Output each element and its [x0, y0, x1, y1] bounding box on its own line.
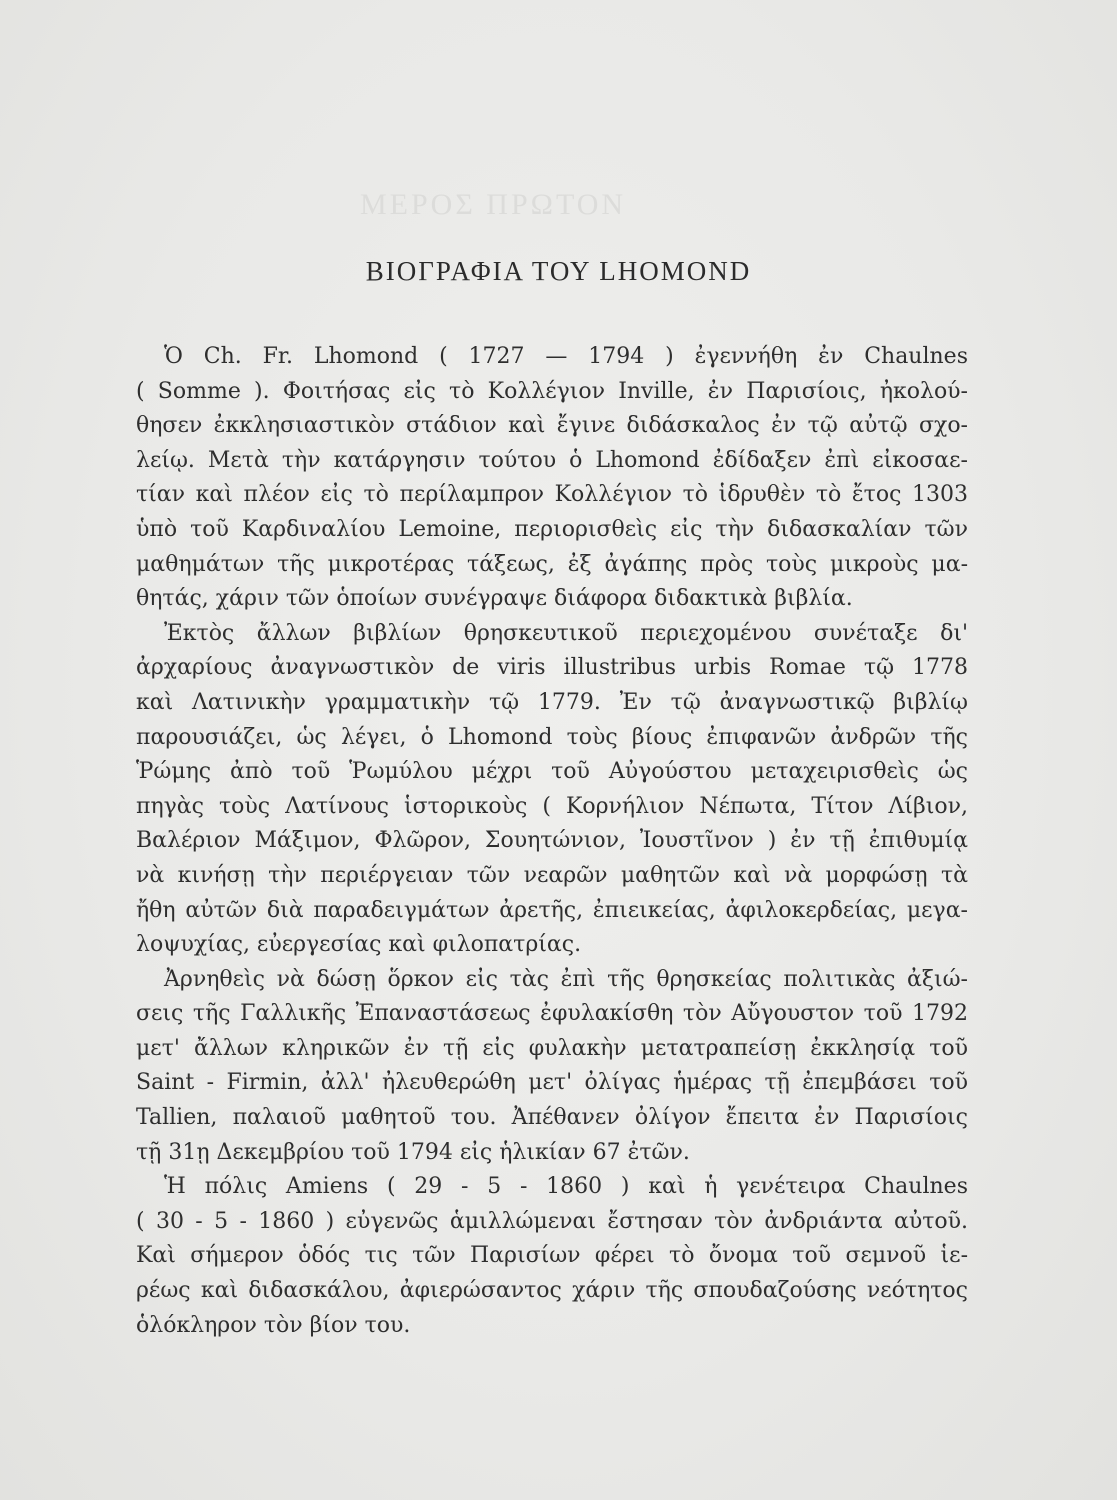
text-line: Saint - Firmin, ἀλλ' ἠλευθερώθη μετ' ὀλίγας ἡμέρας τῇ ἐπεμβάσει τοῦ — [136, 1070, 968, 1096]
body-text — [136, 340, 968, 1343]
text-line: ἤθη αὐτῶν διὰ παραδειγμάτων ἀρετῆς, ἐπιεικείας, ἀφιλοκερδείας, μεγα- — [136, 897, 968, 923]
text-line: λοψυχίας, εὐεργεσίας καὶ φιλοπατρίας. — [136, 932, 582, 958]
text-line: ὑπὸ τοῦ Καρδιναλίου Lemoine, περιορισθεὶς εἰς τὴν διδασκαλίαν τῶν — [136, 516, 968, 542]
text-line: ὁλόκληρον τὸν βίον του. — [136, 1312, 411, 1338]
text-line: καὶ Λατινικὴν γραμματικὴν τῷ 1779. Ἐν τῷ ἀναγνωστικῷ βιβλίῳ — [136, 689, 968, 715]
text-line: μετ' ἄλλων κληρικῶν ἐν τῇ εἰς φυλακὴν μετατραπείσῃ ἐκκλησίᾳ τοῦ — [136, 1035, 968, 1061]
text-line: Ἡ πόλις Amiens ( 29 - 5 - 1860 ) καὶ ἡ γενέτειρα Chaulnes — [164, 1174, 968, 1200]
text-line: Βαλέριον Μάξιμον, Φλῶρον, Σουητώνιον, Ἰουστῖνον ) ἐν τῇ ἐπιθυμίᾳ — [136, 828, 968, 854]
text-line: Ἐκτὸς ἄλλων βιβλίων θρησκευτικοῦ περιεχομένου συνέταξε δι' — [164, 620, 968, 646]
text-line: ( Somme ). Φοιτήσας εἰς τὸ Κολλέγιον Inville, ἐν Παρισίοις, ἠκολού- — [136, 378, 968, 404]
text-line: ( 30 - 5 - 1860 ) εὐγενῶς ἁμιλλώμεναι ἔστησαν τὸν ἀνδριάντα αὐτοῦ. — [136, 1208, 968, 1234]
text-line: τίαν καὶ πλέον εἰς τὸ περίλαμπρον Κολλέγιον τὸ ἱδρυθὲν τὸ ἔτος 1303 — [136, 482, 968, 508]
text-line: Ῥώμης ἀπὸ τοῦ Ῥωμύλου μέχρι τοῦ Αὐγούστου μεταχειρισθεὶς ὡς — [136, 759, 968, 785]
text-line: Tallien, παλαιοῦ μαθητοῦ του. Ἀπέθανεν ὀλίγον ἔπειτα ἐν Παρισίοις — [136, 1105, 968, 1131]
text-line: μαθημάτων τῆς μικροτέρας τάξεως, ἐξ ἀγάπης πρὸς τοὺς μικροὺς μα- — [136, 551, 968, 577]
text-line: ρέως καὶ διδασκάλου, ἀφιερώσαντος χάριν τῆς σπουδαζούσης νεότητος — [136, 1278, 968, 1304]
text-line: τῇ 31ῃ Δεκεμβρίου τοῦ 1794 εἰς ἡλικίαν 67 ἐτῶν. — [136, 1139, 690, 1165]
text-line: Καὶ σήμερον ὁδός τις τῶν Παρισίων φέρει τὸ ὄνομα τοῦ σεμνοῦ ἱε- — [136, 1243, 968, 1269]
text-line: παρουσιάζει, ὡς λέγει, ὁ Lhomond τοὺς βίους ἐπιφανῶν ἀνδρῶν τῆς — [136, 724, 968, 750]
text-line: θητάς, χάριν τῶν ὁποίων συνέγραψε διάφορα διδακτικὰ βιβλία. — [136, 586, 853, 612]
text-line: θησεν ἐκκλησιαστικὸν στάδιον καὶ ἔγινε διδάσκαλος ἐν τῷ αὐτῷ σχο- — [136, 413, 968, 439]
text-line: νὰ κινήσῃ τὴν περιέργειαν τῶν νεαρῶν μαθητῶν καὶ νὰ μορφώσῃ τὰ — [136, 862, 968, 888]
text-line: σεις τῆς Γαλλικῆς Ἐπαναστάσεως ἐφυλακίσθη τὸν Αὔγουστον τοῦ 1792 — [136, 1001, 968, 1027]
text-line: Ὁ Ch. Fr. Lhomond ( 1727 — 1794 ) ἐγεννήθη ἐν Chaulnes — [164, 344, 968, 369]
text-line: ἀρχαρίους ἀναγνωστικὸν de viris illustribus urbis Romae τῷ 1778 — [136, 655, 968, 681]
text-line: πηγὰς τοὺς Λατίνους ἱστορικοὺς ( Κορνήλιον Νέπωτα, Τίτον Λίβιον, — [136, 793, 968, 819]
show-through-heading: ΜΕΡΟΣ ΠΡΩΤΟΝ — [360, 188, 627, 221]
page-title: ΒΙΟΓΡΑΦΙΑ ΤΟΥ LHOMOND — [365, 256, 752, 286]
text-line: Ἀρνηθεὶς νὰ δώσῃ ὅρκον εἰς τὰς ἐπὶ τῆς θρησκείας πολιτικὰς ἀξιώ- — [164, 966, 968, 992]
text-line: λείῳ. Μετὰ τὴν κατάργησιν τούτου ὁ Lhomond ἐδίδαξεν ἐπὶ εἰκοσαε- — [136, 447, 968, 473]
